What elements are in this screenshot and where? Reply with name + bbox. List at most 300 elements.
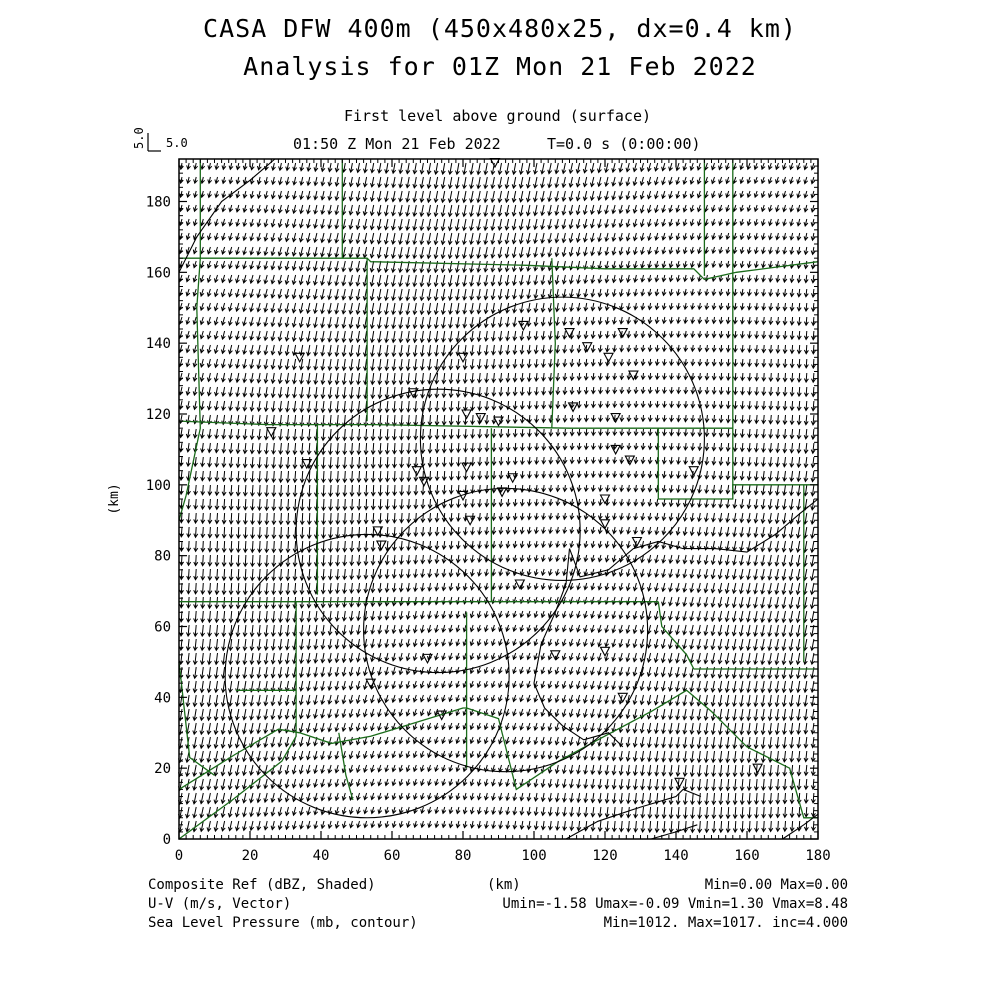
reflectivity-range: Min=0.00 Max=0.00	[704, 877, 848, 893]
wind-vector	[250, 723, 254, 734]
wind-vector	[776, 793, 780, 804]
wind-vector	[328, 653, 332, 663]
wind-vector	[371, 793, 375, 800]
wind-vector	[371, 359, 375, 370]
wind-vector	[264, 317, 268, 326]
wind-vector	[782, 597, 786, 608]
wind-vector	[705, 443, 709, 450]
wind-vector	[221, 779, 225, 790]
wind-vector	[669, 177, 673, 184]
wind-vector	[576, 205, 580, 214]
wind-vector	[783, 443, 787, 453]
wind-vector	[278, 737, 282, 747]
wind-vector	[577, 667, 581, 674]
wind-vector	[790, 247, 794, 254]
wind-vector	[570, 457, 574, 463]
wind-vector	[321, 765, 325, 773]
wind-vector	[676, 625, 680, 634]
wind-vector	[434, 177, 438, 188]
wind-vector	[627, 415, 631, 421]
wind-vector	[613, 317, 617, 324]
wind-vector	[520, 387, 524, 395]
wind-vector	[534, 793, 538, 801]
wind-vector	[307, 807, 311, 815]
wind-vector	[492, 527, 496, 534]
wind-vector	[526, 191, 530, 202]
wind-vector	[293, 821, 297, 829]
wind-vector	[286, 443, 290, 454]
wind-vector	[584, 247, 588, 256]
wind-vector	[449, 331, 453, 342]
wind-vector	[299, 233, 303, 242]
wind-vector	[676, 527, 680, 535]
wind-vector	[541, 177, 545, 188]
wind-vector	[576, 233, 580, 242]
wind-vector	[421, 555, 425, 564]
wind-vector	[215, 597, 219, 608]
wind-vector	[670, 457, 674, 464]
wind-vector	[690, 219, 694, 226]
wind-vector	[789, 597, 793, 608]
wind-vector	[526, 205, 530, 216]
wind-vector	[577, 373, 581, 380]
wind-vector	[485, 583, 489, 590]
wind-vector	[243, 695, 247, 706]
wind-vector	[619, 653, 623, 661]
wind-vector	[356, 219, 360, 229]
wind-vector	[335, 373, 339, 384]
wind-vector	[279, 611, 283, 622]
title-line-2: Analysis for 01Z Mon 21 Feb 2022	[243, 52, 757, 81]
wind-vector	[406, 289, 410, 300]
wind-vector	[385, 303, 389, 314]
wind-vector	[236, 457, 240, 467]
wind-vector	[726, 177, 730, 183]
wind-vector	[677, 317, 681, 323]
wind-vector	[342, 303, 346, 314]
wind-vector	[250, 289, 254, 297]
wind-vector	[797, 345, 801, 354]
wind-vector	[492, 345, 496, 355]
wind-vector	[698, 793, 702, 804]
wind-vector	[350, 583, 354, 593]
wind-vector	[414, 429, 418, 440]
wind-vector	[705, 247, 709, 253]
wind-vector	[406, 191, 410, 202]
wind-vector	[455, 205, 459, 216]
wind-vector	[258, 457, 262, 468]
wind-vector	[613, 345, 617, 352]
wind-vector	[414, 821, 418, 827]
wind-vector	[349, 303, 353, 314]
wind-vector	[605, 317, 609, 324]
wind-vector	[655, 247, 659, 254]
wind-vector	[612, 709, 616, 718]
wind-vector	[214, 331, 218, 339]
wind-vector	[449, 429, 453, 439]
wind-vector	[314, 191, 318, 200]
wind-vector	[670, 331, 674, 337]
wind-vector	[448, 163, 452, 174]
wind-vector	[776, 485, 780, 495]
wind-vector	[229, 401, 233, 410]
wind-vector	[377, 261, 381, 272]
wind-vector	[562, 177, 566, 187]
wind-vector	[670, 317, 674, 323]
wind-vector	[569, 261, 573, 270]
wind-vector	[285, 331, 289, 341]
wind-vector	[385, 569, 389, 578]
wind-vector	[236, 667, 240, 678]
wind-vector	[506, 639, 510, 645]
wind-vector	[264, 611, 268, 622]
wind-vector	[562, 247, 566, 256]
wind-vector	[612, 289, 616, 296]
wind-vector	[762, 457, 766, 466]
wind-vector	[648, 751, 652, 761]
wind-vector	[762, 247, 766, 254]
wind-vector	[747, 765, 751, 776]
wind-vector	[549, 527, 553, 533]
wind-vector	[712, 177, 716, 184]
wind-vector	[505, 261, 509, 271]
wind-vector	[464, 429, 468, 438]
wind-vector	[740, 541, 744, 551]
wind-vector	[491, 177, 495, 188]
wind-vector	[328, 275, 332, 285]
wind-vector	[471, 499, 475, 507]
wind-vector	[208, 485, 212, 495]
wind-vector	[790, 457, 794, 467]
wind-vector	[442, 765, 446, 771]
wind-vector	[428, 807, 432, 813]
wind-vector	[229, 219, 233, 226]
wind-vector	[279, 625, 283, 636]
wind-vector	[747, 205, 751, 211]
wind-vector	[279, 541, 283, 552]
wind-vector	[271, 191, 275, 199]
wind-vector	[499, 555, 503, 562]
wind-vector	[222, 513, 226, 524]
wind-vector	[421, 597, 425, 605]
wind-vector	[711, 583, 715, 593]
wind-vector	[691, 429, 695, 436]
wind-vector	[350, 569, 354, 579]
wind-vector	[768, 513, 772, 523]
wind-vector	[428, 457, 432, 467]
wind-vector	[584, 541, 588, 547]
wind-vector	[705, 303, 709, 309]
wind-vector	[627, 527, 631, 534]
wind-vector	[663, 415, 667, 421]
wind-vector	[392, 233, 396, 244]
wind-vector	[463, 191, 467, 202]
wind-vector	[378, 191, 382, 201]
wind-vector	[442, 583, 446, 591]
wind-vector	[591, 247, 595, 255]
wind-vector	[563, 359, 567, 367]
wind-vector	[407, 513, 411, 523]
wind-vector	[684, 303, 688, 309]
wind-vector	[492, 373, 496, 382]
wind-vector	[690, 233, 694, 239]
wind-vector	[200, 681, 204, 692]
wind-vector	[399, 569, 403, 578]
wind-vector	[264, 275, 268, 284]
wind-vector	[293, 555, 297, 566]
wind-vector	[641, 821, 645, 832]
wind-vector	[556, 527, 560, 533]
wind-vector	[783, 499, 787, 509]
wind-vector	[477, 695, 481, 701]
wind-vector	[229, 499, 233, 510]
wind-vector	[634, 261, 638, 268]
wind-vector	[286, 597, 290, 608]
wind-vector	[328, 765, 332, 773]
wind-vector	[755, 387, 759, 395]
wind-vector	[669, 821, 673, 832]
wind-vector	[790, 793, 794, 803]
wind-vector	[704, 709, 708, 720]
wind-vector	[732, 625, 736, 636]
wind-vector	[562, 639, 566, 646]
wind-vector	[478, 499, 482, 507]
wind-vector	[201, 485, 205, 495]
wind-vector	[542, 555, 546, 561]
wind-vector	[513, 289, 517, 299]
wind-vector	[499, 611, 503, 617]
wind-vector	[264, 751, 268, 761]
wind-vector	[442, 429, 446, 439]
wind-vector	[535, 415, 539, 423]
wind-vector	[228, 779, 232, 789]
wind-vector	[222, 541, 226, 552]
wind-vector	[584, 793, 588, 802]
wind-vector	[769, 443, 773, 452]
wind-vector	[321, 219, 325, 228]
wind-vector	[229, 653, 233, 664]
wind-vector	[499, 527, 503, 534]
wind-vector	[215, 625, 219, 636]
wind-vector	[186, 359, 190, 367]
wind-vector	[413, 289, 417, 300]
wind-vector	[229, 163, 233, 169]
wind-vector	[329, 527, 333, 538]
wind-vector	[733, 457, 737, 465]
wind-vector	[769, 429, 773, 438]
wind-vector	[385, 695, 389, 702]
wind-vector	[307, 751, 311, 760]
wind-vector	[605, 289, 609, 296]
wind-vector	[278, 807, 282, 816]
wind-vector	[584, 373, 588, 380]
wind-vector	[186, 667, 190, 678]
wind-vector	[747, 681, 751, 692]
wind-vector	[193, 359, 197, 367]
wind-vector	[243, 639, 247, 650]
wind-vector	[393, 471, 397, 481]
wind-vector	[356, 303, 360, 314]
wind-vector	[549, 569, 553, 575]
wind-vector	[477, 177, 481, 188]
wind-vector	[556, 331, 560, 339]
wind-vector	[718, 583, 722, 593]
wind-vector	[428, 793, 432, 799]
wind-vector	[641, 415, 645, 421]
wind-vector	[484, 233, 488, 244]
wind-vector	[698, 499, 702, 507]
wind-vector	[747, 443, 751, 452]
wind-vector	[448, 219, 452, 230]
wind-vector	[321, 709, 325, 718]
wind-vector	[207, 331, 211, 339]
wind-vector	[712, 359, 716, 366]
wind-vector	[769, 191, 773, 197]
wind-vector	[732, 597, 736, 607]
wind-vector	[719, 163, 723, 170]
wind-vector	[420, 275, 424, 286]
wind-vector	[513, 275, 517, 285]
wind-vector	[222, 471, 226, 481]
wind-vector	[549, 457, 553, 464]
wind-vector	[278, 233, 282, 241]
wind-vector	[499, 667, 503, 673]
wind-vector	[420, 191, 424, 202]
wind-vector	[335, 289, 339, 300]
wind-vector	[221, 303, 225, 311]
wind-vector	[811, 751, 815, 761]
wind-vector	[307, 513, 311, 524]
wind-vector	[592, 387, 596, 394]
wind-vector	[562, 667, 566, 674]
wind-vector	[733, 807, 737, 818]
wind-vector	[463, 247, 467, 258]
wind-vector	[243, 457, 247, 468]
wind-vector	[485, 821, 489, 828]
wind-vector	[698, 233, 702, 239]
wind-vector	[676, 611, 680, 620]
wind-vector	[584, 289, 588, 297]
wind-vector	[243, 569, 247, 580]
wind-vector	[733, 751, 737, 762]
wind-vector	[684, 821, 688, 832]
wind-vector	[299, 695, 303, 705]
wind-vector	[519, 233, 523, 244]
wind-vector	[768, 737, 772, 748]
wind-vector	[534, 331, 538, 340]
wind-vector	[620, 415, 624, 421]
wind-vector	[670, 415, 674, 422]
wind-vector	[300, 667, 304, 677]
wind-vector	[627, 499, 631, 506]
wind-vector	[648, 779, 652, 790]
wind-vector	[790, 485, 794, 495]
wind-vector	[790, 723, 794, 734]
wind-vector	[215, 667, 219, 678]
wind-vector	[811, 723, 815, 734]
wind-vector	[278, 345, 282, 355]
wind-vector	[485, 541, 489, 548]
wind-vector	[363, 695, 367, 703]
wind-vector	[236, 471, 240, 482]
wind-vector	[264, 709, 268, 719]
wind-vector	[506, 779, 510, 786]
wind-vector	[435, 457, 439, 467]
wind-vector	[633, 625, 637, 633]
wind-vector	[633, 737, 637, 747]
wind-vector	[370, 191, 374, 201]
wind-vector	[812, 373, 816, 382]
wind-vector	[278, 359, 282, 369]
wind-vector	[478, 541, 482, 548]
wind-vector	[279, 457, 283, 468]
wind-vector	[783, 387, 787, 396]
wind-vector	[321, 289, 325, 299]
wind-vector	[449, 485, 453, 494]
wind-vector	[215, 177, 219, 183]
wind-vector	[286, 513, 290, 524]
wind-vector	[520, 345, 524, 354]
wind-vector	[534, 611, 538, 617]
wind-vector	[691, 415, 695, 422]
wind-vector	[484, 667, 488, 673]
wind-vector	[790, 373, 794, 382]
wind-vector	[725, 639, 729, 650]
wind-vector	[711, 653, 715, 664]
wind-vector	[804, 359, 808, 368]
wind-vector	[570, 625, 574, 632]
wind-vector	[370, 275, 374, 286]
wind-vector	[598, 303, 602, 310]
wind-vector	[534, 653, 538, 659]
wind-vector	[349, 247, 353, 257]
wind-vector	[647, 653, 651, 662]
wind-vector	[612, 653, 616, 661]
wind-vector	[335, 233, 339, 243]
wind-vector	[356, 163, 360, 172]
wind-vector	[563, 625, 567, 632]
wind-vector	[265, 471, 269, 482]
wind-vector	[343, 471, 347, 482]
wind-vector	[201, 625, 205, 636]
wind-vector	[385, 457, 389, 468]
wind-vector	[271, 387, 275, 397]
wind-vector	[640, 723, 644, 733]
wind-vector	[456, 331, 460, 342]
wind-vector	[775, 695, 779, 706]
wind-vector	[548, 779, 552, 787]
wind-vector	[584, 709, 588, 717]
wind-vector	[214, 723, 218, 734]
wind-vector	[541, 233, 545, 243]
wind-vector	[193, 765, 197, 776]
wind-vector	[378, 443, 382, 454]
wind-vector	[357, 583, 361, 593]
wind-vector	[598, 331, 602, 338]
wind-vector	[342, 667, 346, 676]
wind-vector	[214, 751, 218, 762]
wind-vector	[299, 737, 303, 746]
wind-vector	[577, 275, 581, 283]
wind-vector	[221, 723, 225, 734]
wind-vector	[613, 331, 617, 338]
wind-vector	[775, 611, 779, 622]
vector-scale-label: 5.0	[166, 136, 188, 150]
wind-vector	[250, 191, 254, 198]
wind-vector	[470, 737, 474, 743]
wind-vector	[257, 345, 261, 354]
wind-vector	[591, 765, 595, 774]
